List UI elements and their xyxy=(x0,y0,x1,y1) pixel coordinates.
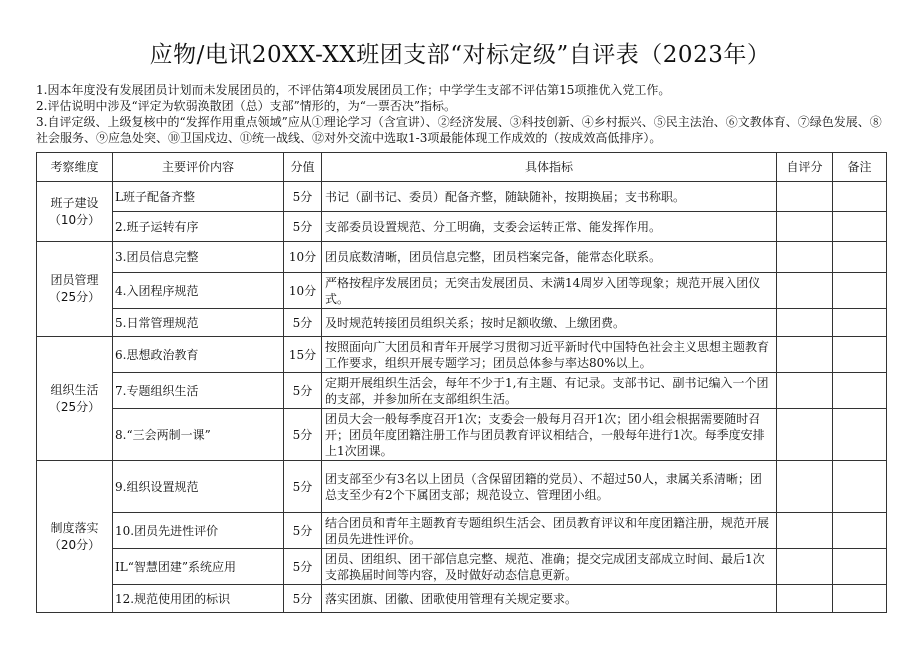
table-row xyxy=(37,309,887,337)
content-cell: 7.专题组织生活 xyxy=(113,373,284,409)
dimension-cell xyxy=(37,337,113,461)
header-indicator: 具体指标 xyxy=(322,153,777,182)
score-cell: 5分 xyxy=(284,373,322,409)
remarks-cell[interactable] xyxy=(833,373,887,409)
table-row xyxy=(37,212,887,242)
table-row xyxy=(37,182,887,212)
remarks-cell[interactable] xyxy=(833,337,887,373)
self-score-cell[interactable] xyxy=(777,242,833,273)
self-score-cell[interactable] xyxy=(777,585,833,613)
header-score: 分值 xyxy=(284,153,322,182)
table-row xyxy=(37,273,887,309)
indicator-cell: 团支部至少有3名以上团员（含保留团籍的党员）、不超过50人，隶属关系清晰；团总支至少有2个下属团支部；规范设立、管理团小组。 xyxy=(322,461,777,513)
content-cell: L班子配备齐整 xyxy=(113,182,284,212)
remarks-cell[interactable] xyxy=(833,513,887,549)
content-cell: 3.团员信息完整 xyxy=(113,242,284,273)
note-3: 3.自评定级、上级复核中的“发挥作用重点领域”应从①理论学习（含宣讲）、②经济发展、③科技创新、④乡村振兴、⑤民主法治、⑥文教体育、⑦绿色发展、⑧社会服务、⑨应急处突、⑩卫国戍边、⑪统一战线、⑫对外交流中选取1-3项最能体现工作成效的（按成效高低排序）。 xyxy=(36,115,882,145)
table-row xyxy=(37,461,887,513)
remarks-cell[interactable] xyxy=(833,409,887,461)
dimension-label: 班子建设 xyxy=(50,195,99,210)
page-title: 应物/电讯20XX-XX班团支部“对标定级”自评表（2023年） xyxy=(149,42,771,68)
dimension-points: （10分） xyxy=(48,212,101,227)
table-row xyxy=(37,585,887,613)
indicator-cell: 团员底数清晰，团员信息完整，团员档案完备，能常态化联系。 xyxy=(322,242,777,273)
score-cell: 5分 xyxy=(284,461,322,513)
content-cell: 2.班子运转有序 xyxy=(113,212,284,242)
self-score-cell[interactable] xyxy=(777,373,833,409)
content-cell: IL“智慧团建”系统应用 xyxy=(113,549,284,585)
self-score-cell[interactable] xyxy=(777,212,833,242)
evaluation-table xyxy=(36,152,887,613)
self-score-cell[interactable] xyxy=(777,337,833,373)
remarks-cell[interactable] xyxy=(833,585,887,613)
dimension-cell xyxy=(37,242,113,337)
score-cell: 5分 xyxy=(284,409,322,461)
content-cell: 6.思想政治教育 xyxy=(113,337,284,373)
remarks-cell[interactable] xyxy=(833,242,887,273)
remarks-cell[interactable] xyxy=(833,182,887,212)
dimension-cell xyxy=(37,461,113,613)
table-row xyxy=(37,549,887,585)
dimension-points: （25分） xyxy=(48,399,101,414)
dimension-label: 制度落实 xyxy=(50,520,99,535)
indicator-cell: 结合团员和青年主题教育专题组织生活会、团员教育评议和年度团籍注册，规范开展团员先进性评价。 xyxy=(322,513,777,549)
indicator-cell: 团员大会一般每季度召开1次；支委会一般每月召开1次；团小组会根据需要随时召开；团员年度团籍注册工作与团员教育评议相结合，一般每年进行1次。每季度安排上1次团课。 xyxy=(322,409,777,461)
indicator-cell: 按照面向广大团员和青年开展学习贯彻习近平新时代中国特色社会主义思想主题教育工作要求，组织开展专题学习；团员总体参与率达80%以上。 xyxy=(322,337,777,373)
indicator-cell: 团员、团组织、团干部信息完整、规范、准确；提交完成团支部成立时间、最后1次支部换届时间等内容，及时做好动态信息更新。 xyxy=(322,549,777,585)
remarks-cell[interactable] xyxy=(833,461,887,513)
dimension-points: （20分） xyxy=(48,537,101,552)
table-row xyxy=(37,242,887,273)
dimension-label: 团员管理 xyxy=(50,273,99,287)
score-cell: 5分 xyxy=(284,513,322,549)
dimension-label: 组织生活 xyxy=(50,382,99,397)
content-cell: 4.入团程序规范 xyxy=(113,273,284,309)
self-score-cell[interactable] xyxy=(777,273,833,309)
dimension-points: （25分） xyxy=(48,290,101,304)
self-score-cell[interactable] xyxy=(777,513,833,549)
indicator-cell: 定期开展组织生活会，每年不少于1,有主题、有记录。支部书记、副书记编入一个团的支部，并参加所在支部组织生活。 xyxy=(322,373,777,409)
indicator-cell: 及时规范转接团员组织关系；按时足额收缴、上缴团费。 xyxy=(322,309,777,337)
header-content: 主要评价内容 xyxy=(113,153,284,182)
score-cell: 15分 xyxy=(284,337,322,373)
content-cell: 10.团员先进性评价 xyxy=(113,513,284,549)
indicator-cell: 落实团旗、团徽、团歌使用管理有关规定要求。 xyxy=(322,585,777,613)
self-score-cell[interactable] xyxy=(777,309,833,337)
content-cell: 12.规范使用团的标识 xyxy=(113,585,284,613)
dimension-cell xyxy=(37,182,113,242)
table-row xyxy=(37,337,887,373)
remarks-cell[interactable] xyxy=(833,212,887,242)
score-cell: 10分 xyxy=(284,273,322,309)
score-cell: 5分 xyxy=(284,585,322,613)
remarks-cell[interactable] xyxy=(833,549,887,585)
score-cell: 5分 xyxy=(284,309,322,337)
self-score-cell[interactable] xyxy=(777,409,833,461)
self-score-cell[interactable] xyxy=(777,182,833,212)
score-cell: 5分 xyxy=(284,182,322,212)
score-cell: 5分 xyxy=(284,212,322,242)
note-2: 2.评估说明中涉及“评定为软弱涣散团（总）支部”情形的，为“一票否决”指标。 xyxy=(36,99,456,113)
content-cell: 8.“三会两制一课” xyxy=(113,409,284,461)
remarks-cell[interactable] xyxy=(833,309,887,337)
indicator-cell: 支部委员设置规范、分工明确，支委会运转正常、能发挥作用。 xyxy=(322,212,777,242)
header-dimension: 考察维度 xyxy=(37,153,113,182)
note-1: 1.因本年度没有发展团员计划而未发展团员的，不评估第4项发展团员工作；中学学生支部不评估第15项推优入党工作。 xyxy=(36,83,671,97)
self-score-cell[interactable] xyxy=(777,461,833,513)
score-cell: 5分 xyxy=(284,549,322,585)
score-cell: 10分 xyxy=(284,242,322,273)
table-row xyxy=(37,513,887,549)
self-score-cell[interactable] xyxy=(777,549,833,585)
table-row xyxy=(37,373,887,409)
remarks-cell[interactable] xyxy=(833,273,887,309)
indicator-cell: 严格按程序发展团员；无突击发展团员、未满14周岁入团等现象；规范开展入团仪式。 xyxy=(322,273,777,309)
indicator-cell: 书记（副书记、委员）配备齐整，随缺随补，按期换届；支书称职。 xyxy=(322,182,777,212)
table-header-row xyxy=(37,153,887,182)
header-self-score: 自评分 xyxy=(777,153,833,182)
instructions xyxy=(36,82,886,146)
content-cell: 5.日常管理规范 xyxy=(113,309,284,337)
table-row xyxy=(37,409,887,461)
content-cell: 9.组织设置规范 xyxy=(113,461,284,513)
header-remarks: 备注 xyxy=(833,153,887,182)
